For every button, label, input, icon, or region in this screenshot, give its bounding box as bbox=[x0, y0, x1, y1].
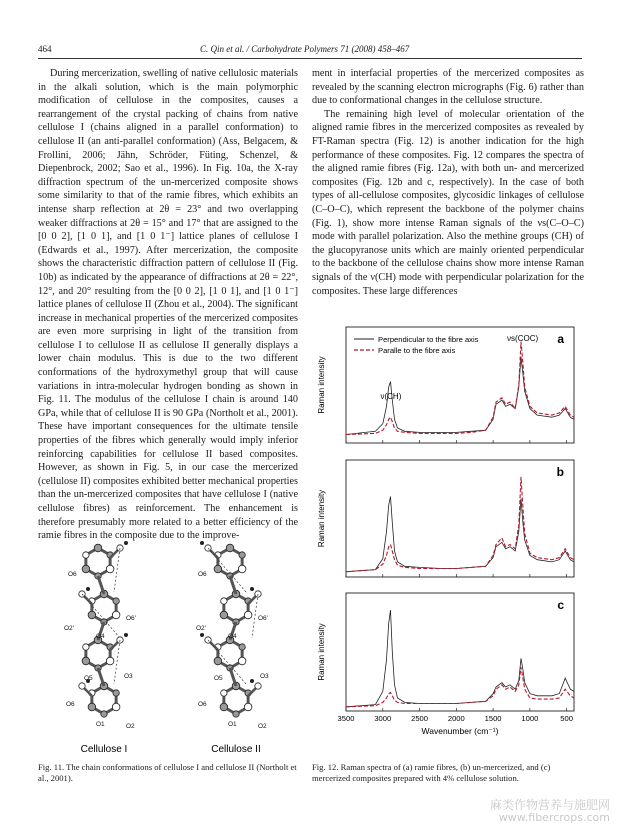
right-column bbox=[312, 67, 584, 298]
x-tick-label: 3500 bbox=[337, 714, 355, 723]
atom bbox=[94, 544, 102, 552]
cellulose-ii-label: Cellulose II bbox=[211, 744, 261, 755]
series-perpendicular bbox=[346, 497, 574, 572]
figure-11-chain-conformations bbox=[38, 530, 300, 760]
y-axis-label: Raman intensity bbox=[317, 623, 326, 681]
figure-12-caption: Fig. 12. Raman spectra of (a) ramie fibres, (b) un-mercerized, and (c) mercerized composites prepared with 4% cellulose solution. bbox=[312, 762, 551, 783]
atom bbox=[239, 644, 245, 650]
watermark-title: 麻类作物营养与施肥网 bbox=[489, 798, 610, 812]
atom bbox=[221, 598, 227, 604]
raman-panel-c bbox=[317, 593, 574, 711]
x-tick-label: 1000 bbox=[521, 714, 539, 723]
atom-label: O2 bbox=[258, 723, 267, 730]
hydrogen-atom bbox=[124, 541, 128, 545]
y-axis-label: Raman intensity bbox=[317, 489, 326, 548]
atom bbox=[113, 690, 119, 696]
hydrogen-atom bbox=[200, 541, 204, 545]
atom bbox=[214, 565, 222, 573]
x-axis-label: Wavenumber (cm⁻¹) bbox=[421, 726, 499, 736]
annotation-vch: ν(CH) bbox=[380, 392, 402, 401]
series-parallel bbox=[346, 667, 574, 707]
atom bbox=[221, 690, 227, 696]
legend bbox=[354, 335, 479, 355]
panel-label: a bbox=[557, 332, 564, 346]
atom bbox=[244, 703, 252, 711]
legend-entry: Perpendicular to the fibre axis bbox=[378, 335, 479, 344]
atom-label: O6 bbox=[66, 701, 75, 708]
atom-label: O1 bbox=[96, 721, 105, 728]
running-header: C. Qin et al. / Carbohydrate Polymers 71 (2008) 458–467 bbox=[200, 44, 410, 54]
raman-panel-a bbox=[317, 327, 574, 443]
raman-panel-b bbox=[317, 460, 574, 577]
atom-label: O6 bbox=[68, 571, 77, 578]
atom bbox=[244, 611, 252, 619]
oxygen-atom bbox=[255, 683, 261, 689]
atom-label: O2' bbox=[196, 625, 206, 632]
atom bbox=[88, 703, 96, 711]
legend-entry: Paralle to the fibre axis bbox=[378, 346, 456, 355]
atom bbox=[226, 544, 234, 552]
atom-label: O4 bbox=[228, 633, 237, 640]
series-perpendicular bbox=[346, 610, 574, 707]
oxygen-atom bbox=[79, 683, 85, 689]
atom bbox=[112, 611, 120, 619]
series-parallel bbox=[346, 342, 574, 435]
atom-label: O1 bbox=[228, 721, 237, 728]
watermark-url: www.fibercrops.com bbox=[498, 811, 610, 824]
atom bbox=[112, 703, 120, 711]
left-column bbox=[38, 67, 298, 543]
atom-label: O6 bbox=[198, 701, 207, 708]
x-tick-label: 2000 bbox=[447, 714, 465, 723]
atom bbox=[214, 657, 222, 665]
hydrogen-atom bbox=[250, 679, 254, 683]
atom bbox=[101, 711, 107, 717]
atom bbox=[220, 611, 228, 619]
figure-11-caption: Fig. 11. The chain conformations of cellulose I and cellulose II (Northolt et al., 2001). bbox=[38, 762, 297, 783]
paragraph: During mercerization, swelling of native cellulosic materials in the alkali solution, which is the main polymorphic modification of cellulose in the composites, causes a rearrangement of the crystal packing of chains from native cellulose I (chains aligned in a parallel conformation) to cellulose II (an anti-parallel conformation) (Ass, Belgacem, & Frollini, 2006; Jähn, Schröder, Füting, Schenzel, & Diepenbrock, 2002; Sao et al., 1996). In Fig. 10a, the X-ray diffraction spectrum of the un-mercerized composite shows some similarity to that of the ramie fibres, which exhibits an intense sharp reflection at 2θ = 23° and two overlapping weaker diffractions at 2θ = 15° and 17° that are assigned to the [0 0 2], [1 0 1], and [1 0 1⁻] lattice planes of cellulose I (Edwards et al., 1997). After mercerization, the composite shows the characteristic diffraction pattern of cellulose II (Fig. 10b) as indicated by the appearance of diffractions at 2θ = 22°, 12°, and 20° resulting from the [0 0 2], [1 0 1], and [1 0 1⁻] lattice planes of cellulose II (Zhou et al., 2004). The significant increase in mechanical properties of the mercerized composites are even more surprising in light of the transition from cellulose I to cellulose II as cellulose II generally displays a lower chain modulus. This is due to the two different conformations of the hydroxymethyl group that will cause variations in intra-molecular hydrogen bonding as shown in Fig. 11. The modulus of the cellulose I chain is around 140 GPa, while that of cellulose II is 90 GPa (Northolt et al., 2001). These have important consequences for the ultimate tensile properties of the fibres which generally would imply inferior reinforcing capabilities for cellulose II based composites. However, as shown in Fig. 5, in our case the mercerized (cellulose II) composites exhibited better mechanical properties than the un-mercerized composites that have cellulose I (native cellulose fibres) as reinforcement. The enhancement is therefore presumably more related to a better efficiency of the ramie fibres in the composite due to the improve- bbox=[38, 68, 298, 542]
atom bbox=[83, 552, 89, 558]
atom bbox=[238, 565, 246, 573]
series-parallel bbox=[346, 477, 574, 572]
atom-label: O3 bbox=[260, 673, 269, 680]
paragraph: ment in interfacial properties of the mercerized composites as revealed by the scanning electron micrographs (Fig. 6) rather than due to conformational changes in the cellulose structure. bbox=[312, 68, 584, 107]
atom-label: O4 bbox=[96, 633, 105, 640]
y-axis-label: Raman intensity bbox=[317, 356, 326, 414]
header-rule bbox=[38, 58, 582, 59]
plot-frame bbox=[346, 460, 574, 577]
plot-frame bbox=[346, 593, 574, 711]
panel-label: c bbox=[557, 598, 564, 612]
atom-label: O5 bbox=[84, 675, 93, 682]
cellulose-i-chain bbox=[79, 541, 128, 717]
atom-label: O2' bbox=[64, 625, 74, 632]
plot-frame bbox=[346, 327, 574, 443]
hydrogen-atom bbox=[124, 633, 128, 637]
atom bbox=[82, 565, 90, 573]
x-tick-label: 3000 bbox=[374, 714, 392, 723]
page-number: 464 bbox=[38, 44, 52, 54]
cellulose-ii-chain bbox=[200, 541, 261, 717]
panel-label: b bbox=[556, 465, 564, 479]
atom-label: O6' bbox=[258, 615, 268, 622]
hydrogen-atom bbox=[86, 587, 90, 591]
atom-label: O6 bbox=[198, 571, 207, 578]
atom-label: O6' bbox=[126, 615, 136, 622]
atom-label: O2 bbox=[126, 723, 135, 730]
atom bbox=[82, 657, 90, 665]
atom-label: O5 bbox=[214, 675, 223, 682]
figure-12-raman-spectra bbox=[312, 315, 584, 755]
annotation-vscoc: νs(COC) bbox=[507, 334, 539, 343]
hydrogen-atom bbox=[200, 633, 204, 637]
atom bbox=[106, 565, 114, 573]
atom bbox=[220, 703, 228, 711]
atom bbox=[239, 552, 245, 558]
x-tick-label: 1500 bbox=[484, 714, 502, 723]
atom bbox=[106, 657, 114, 665]
hydrogen-atom bbox=[250, 587, 254, 591]
atom-label: O3 bbox=[124, 673, 133, 680]
atom bbox=[88, 611, 96, 619]
atom bbox=[113, 598, 119, 604]
atom bbox=[83, 644, 89, 650]
x-tick-label: 2500 bbox=[411, 714, 429, 723]
atom bbox=[238, 657, 246, 665]
cellulose-i-label: Cellulose I bbox=[80, 744, 128, 755]
x-tick-label: 500 bbox=[560, 714, 573, 723]
paragraph: The remaining high level of molecular orientation of the aligned ramie fibres in the mercerized composites as revealed by FT-Raman spectra (Fig. 12) is another indication for the high performance of these composites. Fig. 12 compares the spectra of the aligned ramie fibres (Fig. 12a), with both un- and mercerized composites (Fig. 12b and c, respectively). In the case of both types of all-cellulose composites, glycosidic linkages of cellulose (C–O–C), which represent the backbone of the polymer chains (Fig. 1), show more intense Raman signals of the νs(C–O–C) mode with parallel polarization. Also the methine groups (CH) of the glucopyranose units which are mainly oriented perpendicular to the backbone of the cellulose chains show more intense Raman signals of the ν(CH) mode with perpendicular polarization for the composites. These large differences bbox=[312, 108, 584, 297]
atom bbox=[233, 711, 239, 717]
